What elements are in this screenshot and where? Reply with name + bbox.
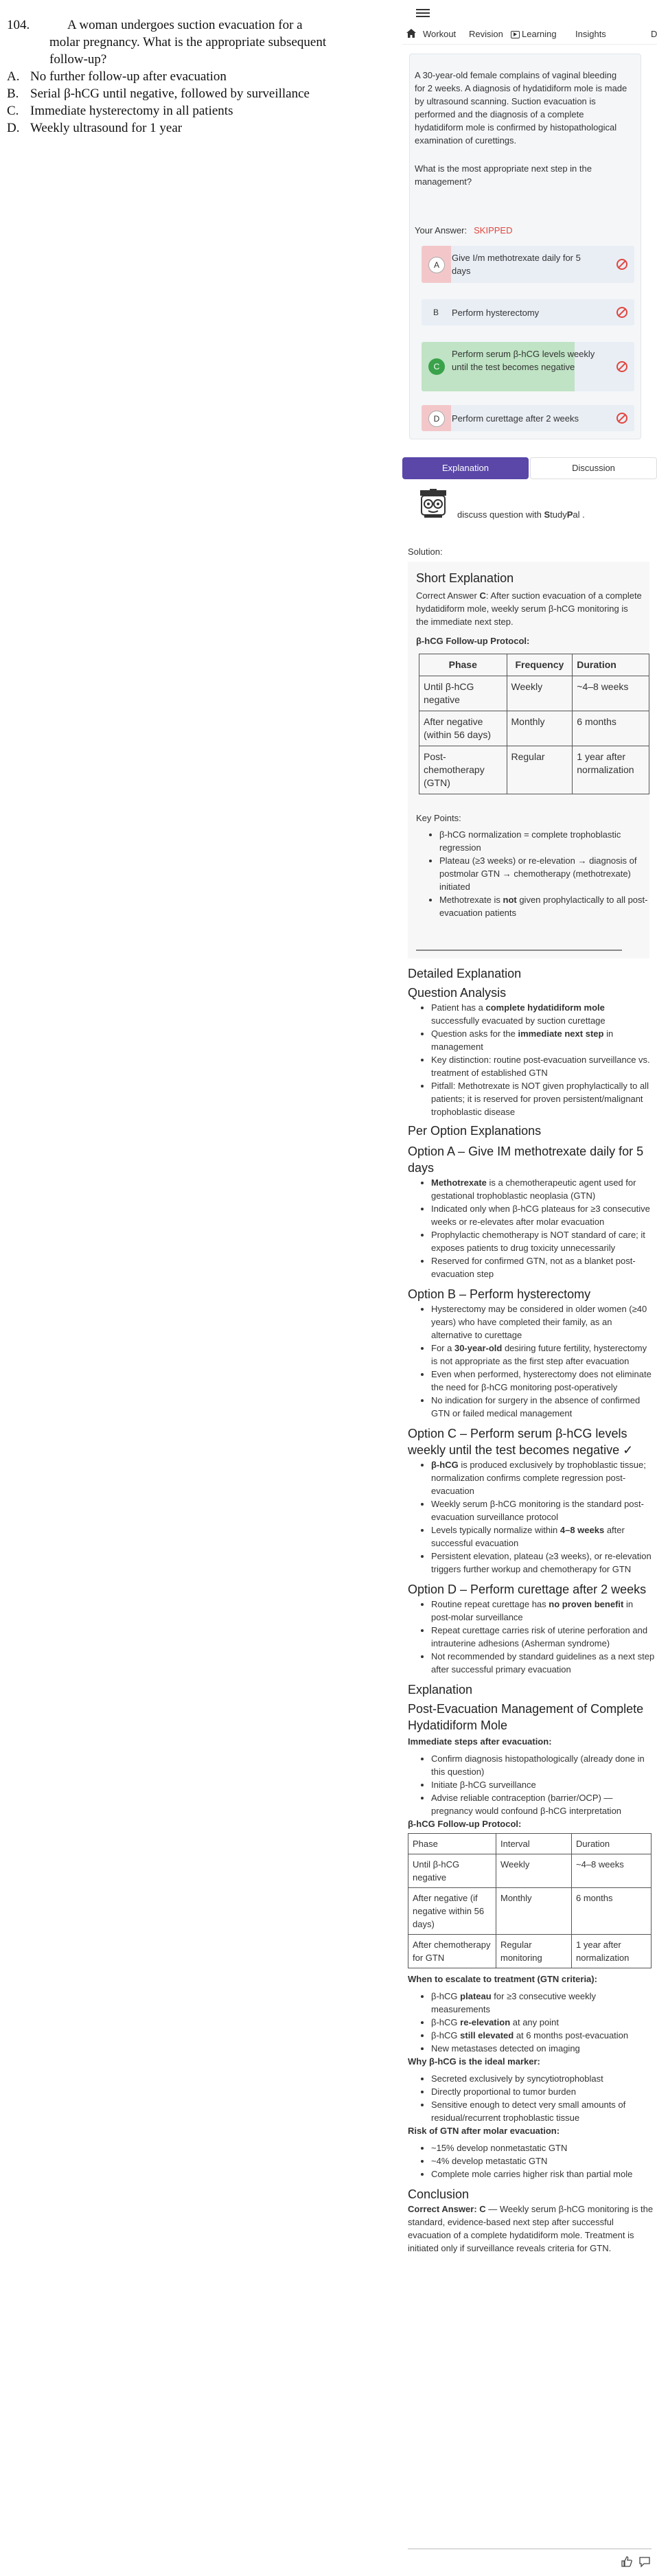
table-cell: Monthly [507, 711, 573, 746]
immediate-label: Immediate steps after evacuation: [408, 1736, 552, 1747]
escalate-list [408, 1990, 655, 2055]
choice-c[interactable] [422, 342, 634, 391]
nav-more[interactable]: D [651, 29, 657, 39]
your-answer-label: Your Answer: [415, 225, 468, 235]
studypal-link[interactable] [416, 489, 636, 523]
list-item-pre: Hysterectomy may be considered in older women (≥40 years) who have completed their family, as an alternative to curettage [431, 1304, 647, 1340]
tab-discussion[interactable]: Discussion [530, 457, 657, 479]
protocol-title: β-hCG Follow-up Protocol: [416, 636, 530, 646]
list-item-b: no proven benefit [549, 1599, 624, 1609]
list-item [431, 1497, 655, 1523]
list-item [431, 1990, 655, 2016]
detailed-title: Detailed Explanation [408, 967, 522, 980]
option-c-list [408, 1458, 655, 1576]
short-title: Short Explanation [416, 571, 514, 585]
mcq-ask: What is the most appropriate next step in the management? [415, 163, 592, 187]
list-item-pre: Repeat curettage carries risk of uterine perforation and intrauterine adhesions (Asherman syndrome) [431, 1625, 648, 1648]
choice-a-badge: A [428, 257, 445, 273]
list-item-post: successfully evacuated by suction curettage [431, 1015, 606, 1026]
per-option-title: Per Option Explanations [408, 1124, 542, 1138]
list-item [431, 2042, 655, 2055]
study-panel [402, 0, 657, 2576]
solution-tabs [402, 457, 657, 479]
list-item-post: for ≥3 consecutive weekly measurements [431, 1991, 597, 2014]
table-cell: ~4–8 weeks [572, 1854, 652, 1888]
question-stem-line1: A woman undergoes suction evacuation for a [67, 18, 303, 32]
video-icon [511, 31, 520, 38]
list-item: • ~4% develop metastatic GTN [431, 2154, 655, 2167]
option-d-list [408, 1598, 655, 1676]
list-item [431, 1394, 655, 1420]
list-item-pre: New metastases detected on imaging [431, 2043, 580, 2054]
list-item: • Directly proportional to tumor burden [431, 2085, 655, 2098]
table-header: Interval [496, 1834, 572, 1854]
list-item [431, 1342, 655, 1368]
table-cell: Post-chemotherapy (GTN) [419, 746, 507, 794]
list-item [431, 1079, 655, 1118]
option-text: Immediate hysterectomy in all patients [30, 104, 233, 118]
table-header: Frequency [507, 654, 573, 676]
list-item-pre: Question asks for the [431, 1028, 518, 1039]
table-cell: After negative (if negative within 56 days) [408, 1888, 496, 1935]
table-cell: After negative (within 56 days) [419, 711, 507, 746]
list-item-b: β-hCG [431, 1460, 459, 1470]
risk-list [408, 2141, 655, 2181]
list-item [431, 1368, 655, 1394]
conclusion-title: Conclusion [408, 2187, 470, 2201]
protocol-label: β-hCG Follow-up Protocol: [408, 1819, 522, 1829]
option-b-list [408, 1302, 655, 1420]
option-text: No further follow-up after evacuation [30, 69, 227, 84]
list-item [431, 1550, 655, 1576]
list-item [431, 1302, 655, 1342]
risk-label: Risk of GTN after molar evacuation: [408, 2126, 560, 2136]
question-stem-line2: molar pregnancy. What is the appropriate subsequent [49, 35, 327, 49]
studypal-brand-al: al [573, 509, 580, 520]
thumbs-up-icon[interactable] [621, 2555, 633, 2568]
list-item [431, 1523, 655, 1550]
immediate-list [408, 1752, 655, 1817]
list-item-b: 30-year-old [454, 1343, 503, 1353]
choice-a-text: Give I/m methotrexate daily for 5 days [452, 253, 581, 276]
list-item: • Secreted exclusively by syncytiotrophoblast [431, 2072, 655, 2085]
table-cell: 6 months [572, 1888, 652, 1935]
post-evac-title: Post-Evacuation Management of Complete Hydatidiform Mole [408, 1702, 644, 1732]
list-item-pre: Not recommended by standard guidelines as a next step after successful primary evacuation [431, 1651, 655, 1675]
table-row [408, 1888, 652, 1935]
option-d-title: Option D – Perform curettage after 2 weeks [408, 1583, 647, 1596]
list-item-post: after successful evacuation [431, 1525, 625, 1548]
list-item-pre: No indication for surgery in the absence of confirmed GTN or failed medical management [431, 1395, 641, 1418]
choice-d-badge: D [428, 411, 445, 427]
list-item [431, 1202, 655, 1228]
table-cell: ~4–8 weeks [573, 676, 649, 711]
table-cell: Monthly [496, 1888, 572, 1935]
option-letter: D. [7, 121, 20, 135]
key-points-label: Key Points: [416, 813, 461, 823]
list-item-b: Methotrexate [431, 1177, 487, 1188]
list-item-b: still elevated [460, 2030, 514, 2040]
scrollbar-track[interactable] [416, 950, 622, 951]
option-letter: A. [7, 69, 20, 84]
list-item-pre: Routine repeat curettage has [431, 1599, 549, 1609]
table-header: Phase [419, 654, 507, 676]
list-item-post: at any point [510, 2017, 559, 2027]
studypal-prefix: discuss question with [457, 509, 544, 520]
tab-explanation[interactable]: Explanation [402, 457, 529, 479]
table-cell: 1 year after normalization [572, 1935, 652, 1968]
nav-workout[interactable]: Workout [423, 29, 457, 39]
why-label: Why β-hCG is the ideal marker: [408, 2056, 540, 2067]
list-item [431, 1650, 655, 1676]
kp3-post: given prophylactically to all post-evacuation patients [439, 895, 648, 918]
protocol-table [419, 654, 649, 794]
list-item-pre: Indicated only when β-hCG plateaus for ≥3 consecutive weeks or re-elevates after molar evacuation [431, 1204, 650, 1227]
table-header-row [408, 1834, 652, 1854]
list-item-pre: β-hCG [431, 1991, 461, 2001]
list-item [431, 1624, 655, 1650]
list-item [431, 1053, 655, 1079]
question-number: 104. [7, 18, 30, 32]
comment-icon[interactable] [638, 2555, 651, 2568]
key-points-list [416, 828, 657, 919]
table-row [408, 1935, 652, 1968]
studypal-mascot-icon [416, 489, 450, 519]
list-item-post: is a chemotherapeutic agent used for gestational trophoblastic neoplasia (GTN) [431, 1177, 636, 1201]
list-item-b: complete hydatidiform mole [485, 1002, 605, 1013]
list-item-b: immediate next step [518, 1028, 604, 1039]
table-cell: 6 months [573, 711, 649, 746]
choice-d[interactable] [422, 405, 634, 431]
list-item: • Sensitive enough to detect very small amounts of residual/recurrent trophoblastic tissue [431, 2098, 655, 2124]
option-text: Weekly ultrasound for 1 year [30, 121, 183, 135]
table-header: Phase [408, 1834, 496, 1854]
choice-b[interactable] [422, 299, 634, 325]
short-p-prefix: Correct Answer [416, 590, 480, 601]
short-p-bold: C [479, 590, 486, 601]
protocol-table-2 [408, 1833, 652, 1968]
list-item-pre: Prophylactic chemotherapy is NOT standard of care; it exposes patients to drug toxicity unnecessarily [431, 1230, 645, 1253]
table-cell: Regular [507, 746, 573, 794]
nav-insights[interactable]: Insights [575, 29, 606, 39]
choice-b-text: Perform hysterectomy [452, 308, 540, 318]
question-stem [7, 16, 391, 68]
kp3-pre: Methotrexate is [439, 895, 503, 905]
home-icon[interactable] [406, 29, 416, 40]
short-summary [416, 589, 643, 628]
question-analysis-list [408, 1001, 655, 1118]
table-header-row [419, 654, 649, 676]
option-b-title: Option B – Perform hysterectomy [408, 1287, 591, 1301]
list-item: • Advise reliable contraception (barrier/OCP) — pregnancy would confound β-hCG interpretation [431, 1791, 655, 1817]
list-item [431, 2016, 655, 2029]
list-item [431, 1228, 655, 1254]
option-a-title: Option A – Give IM methotrexate daily for 5 days [408, 1145, 644, 1175]
table-row [419, 711, 649, 746]
list-item [431, 1027, 655, 1053]
option-letter: C. [7, 104, 19, 118]
mcq-stem: A 30-year-old female complains of vaginal bleeding for 2 weeks. A diagnosis of hydatidiform mole is made by ultrasound scanning. Suction evacuation is performed and the diagnosis of a complete hydatidiform mole is confirmed by histopathological examination of curettings. [415, 70, 627, 146]
conclusion-bold: Correct Answer: C [408, 2204, 486, 2214]
list-item-pre: Reserved for confirmed GTN, not as a blanket post-evacuation step [431, 1256, 636, 1279]
option-text: Serial β-hCG until negative, followed by surveillance [30, 87, 310, 101]
list-item [431, 1598, 655, 1624]
table-cell: Until β-hCG negative [408, 1854, 496, 1888]
list-item-pre: Weekly serum β-hCG monitoring is the standard post-evacuation surveillance protocol [431, 1499, 644, 1522]
kp3-bold: not [503, 895, 517, 905]
short-p-rest: : After suction evacuation of a complete hydatidiform mole, weekly serum β-hCG monitoring is the immediate next step. [416, 590, 642, 627]
table-cell: 1 year after normalization [573, 746, 649, 794]
list-item [431, 2029, 655, 2042]
list-item [439, 893, 657, 919]
table-row [419, 676, 649, 711]
list-item: • Complete mole carries higher risk than partial mole [431, 2167, 655, 2181]
table-cell: After chemotherapy for GTN [408, 1935, 496, 1968]
list-item: • Plateau (≥3 weeks) or re-elevation → diagnosis of postmolar GTN → chemotherapy (methotrexate) initiated [439, 854, 657, 893]
list-item-pre: Pitfall: Methotrexate is NOT given prophylactically to all patients; it is reserved for proven persistent/malignant trophoblastic disease [431, 1081, 649, 1117]
short-explanation [408, 562, 649, 958]
explanation-title: Explanation [408, 1683, 473, 1697]
question-analysis-title: Question Analysis [408, 986, 507, 1000]
escalate-label: When to escalate to treatment (GTN criteria): [408, 1974, 597, 1984]
option-c-title: Option C – Perform serum β-hCG levels weekly until the test becomes negative ✓ [408, 1427, 634, 1457]
blocked-icon [616, 259, 627, 270]
list-item-post: is produced exclusively by trophoblastic tissue; normalization confirms complete regression post-evacuation [431, 1460, 646, 1496]
list-item-post: desiring future fertility, hysterectomy is not appropriate as the first step after evacuation [431, 1343, 647, 1366]
table-row [419, 746, 649, 794]
conclusion-text [408, 2203, 655, 2255]
studypal-suffix: . [579, 509, 585, 520]
conclusion-rest: — Weekly serum β-hCG monitoring is the standard, evidence-based next step after successful evacuation of a complete hydatidiform mole. Treatment is initiated only if surveillance reveals criteria for GTN. [408, 2204, 654, 2253]
choice-c-badge: C [428, 358, 445, 375]
list-item: • Confirm diagnosis histopathologically (already done in this question) [431, 1752, 655, 1778]
table-cell: Weekly [496, 1854, 572, 1888]
list-item [431, 1001, 655, 1027]
question-stem-line3: follow-up? [49, 52, 107, 67]
studypal-brand-p: P [566, 509, 573, 520]
table-header: Duration [573, 654, 649, 676]
table-cell: Regular monitoring [496, 1935, 572, 1968]
list-item-post: in post-molar surveillance [431, 1599, 634, 1622]
your-answer [415, 225, 512, 235]
choice-d-text: Perform curettage after 2 weeks [452, 413, 579, 424]
option-letter: B. [7, 87, 19, 101]
list-item-pre: Even when performed, hysterectomy does not eliminate the need for β-hCG monitoring post-operatively [431, 1369, 652, 1392]
table-row [408, 1854, 652, 1888]
list-item [431, 1254, 655, 1280]
hamburger-menu-icon[interactable] [416, 7, 430, 19]
blocked-icon [616, 361, 627, 372]
list-item-b: plateau [460, 1991, 492, 2001]
list-item: • ~15% develop nonmetastatic GTN [431, 2141, 655, 2154]
list-item-pre: β-hCG [431, 2017, 461, 2027]
top-nav [402, 25, 657, 45]
your-answer-status: SKIPPED [474, 225, 513, 235]
list-item-pre: Persistent elevation, plateau (≥3 weeks), or re-elevation triggers further workup and chemotherapy for GTN [431, 1551, 652, 1574]
studypal-brand-tudy: tudy [550, 509, 567, 520]
list-item [431, 1176, 655, 1202]
studypal-text [457, 509, 585, 520]
list-item-pre: Levels typically normalize within [431, 1525, 560, 1535]
blocked-icon [616, 307, 627, 318]
studypal-brand-s: S [544, 509, 551, 520]
blocked-icon [616, 413, 627, 424]
list-item-pre: β-hCG [431, 2030, 461, 2040]
list-item-post: at 6 months post-evacuation [514, 2030, 629, 2040]
list-item-pre: Patient has a [431, 1002, 486, 1013]
solution-label: Solution: [408, 547, 443, 557]
nav-learning[interactable] [511, 29, 557, 39]
nav-learning-label: Learning [522, 29, 557, 39]
table-cell: Weekly [507, 676, 573, 711]
list-item-b: re-elevation [460, 2017, 511, 2027]
list-item: • Initiate β-hCG surveillance [431, 1778, 655, 1791]
list-item-pre: Key distinction: routine post-evacuation surveillance vs. treatment of established GTN [431, 1055, 650, 1078]
nav-revision[interactable]: Revision [469, 29, 503, 39]
detailed-explanation [408, 965, 655, 2255]
table-cell: Until β-hCG negative [419, 676, 507, 711]
list-item [431, 1458, 655, 1497]
feedback-bar [621, 2554, 655, 2569]
table-header: Duration [572, 1834, 652, 1854]
why-list [408, 2072, 655, 2124]
list-item-post: in management [431, 1028, 614, 1052]
list-item: • β-hCG normalization = complete trophoblastic regression [439, 828, 657, 854]
choice-b-badge: B [428, 305, 443, 320]
option-a-list [408, 1176, 655, 1280]
list-item-pre: For a [431, 1343, 454, 1353]
choice-a[interactable] [422, 246, 634, 283]
list-item-b: 4–8 weeks [560, 1525, 605, 1535]
choice-c-text: Perform serum β-hCG levels weekly until the test becomes negative [452, 349, 595, 372]
